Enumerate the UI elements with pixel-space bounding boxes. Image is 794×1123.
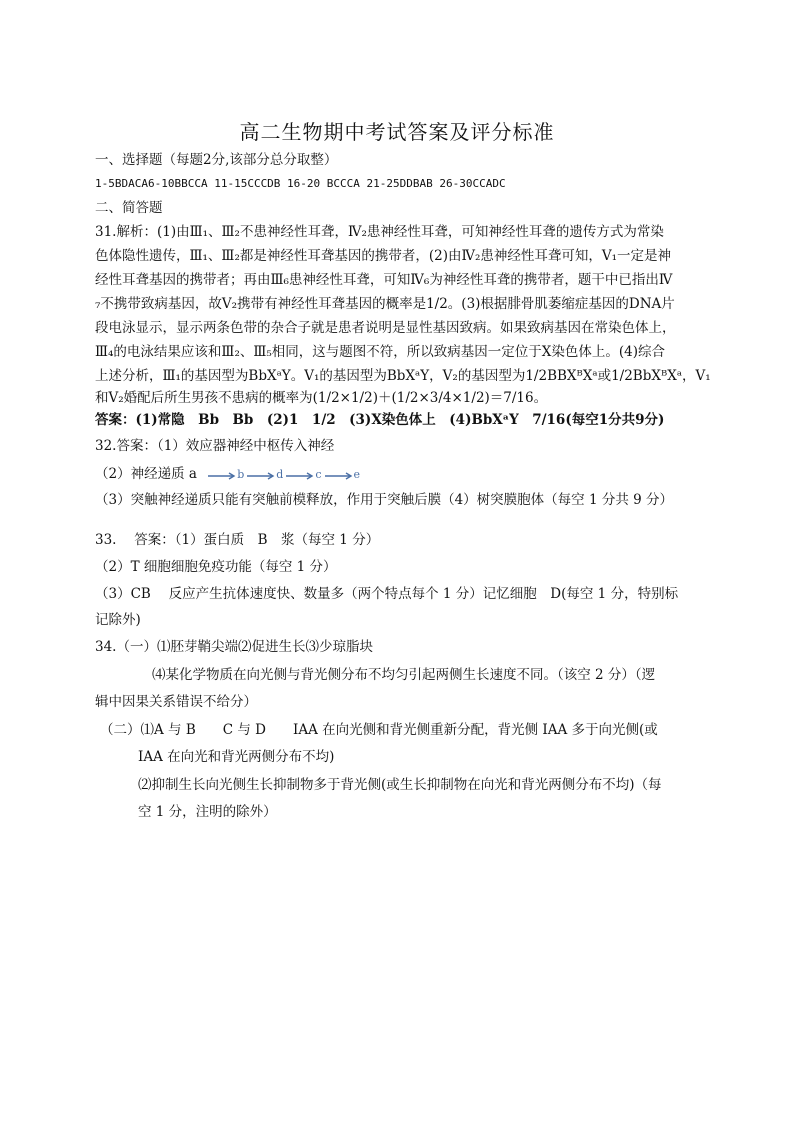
q31-answer: 答案：(1)常隐 Bb Bb (2)1 1/2 (3)X染色体上 (4)BbXᵃY 7/16(每空1分共9分) [95,412,665,428]
q31-line-3: 经性耳聋基因的携带者；再由Ⅲ₆患神经性耳聋，可知Ⅳ₆为神经性耳聋的携带者，题干中已指出Ⅳ [95,272,673,288]
arrow-segment [324,463,361,487]
arrow-label: e [353,467,361,481]
q31-line-2: 色体隐性遗传，Ⅲ₁、Ⅲ₂都是神经性耳聋基因的携带者，(2)由Ⅳ₂患神经性耳聋可知，Ⅴ₁一定是神 [95,248,672,264]
arrow-label: d [276,467,284,481]
page-title: 高二生物期中考试答案及评分标准 [239,120,555,144]
q34-line-3: 辑中因果关系错误不给分） [95,694,257,710]
q34-line-6: ⑵抑制生长向光侧生长抑制物多于背光侧(或生长抑制物在向光和背光两侧分布不均)（每 [138,777,662,793]
q34-line-2: ⑷某化学物质在向光侧与背光侧分布不均匀引起两侧生长速度不同。（该空 2 分）（逻 [152,667,656,683]
q31-line-8: 和Ⅴ₂婚配后所生男孩不患病的概率为(1/2×1/2)＋(1/2×3/4×1/2)＝7/16。 [95,390,548,406]
q34-line-7: 空 1 分，注明的除外） [138,804,277,820]
arrow-segment [207,463,244,487]
q31-line-6: Ⅲ₄的电泳结果应该和Ⅲ₂、Ⅲ₅相同，这与题图不符，所以致病基因一定位于X染色体上。(4)综合 [95,344,666,360]
arrow-segment [285,463,321,487]
q34-line-5: IAA 在向光和背光两侧分布不均) [138,749,335,765]
q32-line-3: （3）突触神经递质只能有突触前模释放，作用于突触后膜（4）树突膜胞体（每空 1 分共 9 分） [95,492,674,508]
q34-line-4: （二）⑴A 与 B C 与 D IAA 在向光侧和背光侧重新分配，背光侧 IAA 多于向光侧(或 [100,722,658,738]
q33-line-4: 记除外) [95,612,141,628]
arrow-segment [246,463,283,487]
section2-heading: 二、简答题 [95,200,163,216]
q31-line-7: 上述分析，Ⅲ₁的基因型为BbXᵃY。Ⅴ₁的基因型为BbXᵃY，Ⅴ₂的基因型为1/2BBXᴮXᵃ或1/2BbXᴮXᵃ，Ⅴ₁ [95,368,711,384]
q31-line-1: 31.解析：(1)由Ⅲ₁、Ⅲ₂不患神经性耳聋，Ⅳ₂患神经性耳聋，可知神经性耳聋的遗传方式为常染 [95,224,664,240]
q32-line-2-prefix: （2）神经递质 a [95,466,197,482]
right-arrow-icon [324,470,354,480]
right-arrow-icon [246,470,276,480]
q33-line-1: 33. 答案：（1）蛋白质 B 浆（每空 1 分） [95,532,380,548]
q34-line-1: 34.（一）⑴胚芽鞘尖端⑵促进生长⑶少琼脂块 [95,639,373,655]
arrow-label: c [315,467,322,481]
q32-line-2 [95,462,715,487]
section1-heading: 一、选择题（每题2分,该部分总分取整） [95,152,338,168]
right-arrow-icon [285,470,315,480]
right-arrow-icon [207,470,237,480]
choice-answers: 1-5BDACA6-10BBCCA 11-15CCCDB 16-20 BCCCA 21-25DDBAB 26-30CCADC [95,177,506,190]
q33-line-3: （3）CB 反应产生抗体速度快、数量多（两个特点每个 1 分）记忆细胞 D(每空 1 分，特别标 [95,586,679,602]
arrow-label: b [237,467,245,481]
q31-line-5: 段电泳显示，显示两条色带的杂合子就是患者说明是显性基因致病。如果致病基因在常染色体上， [95,320,676,336]
q31-line-4: ₇不携带致病基因，故Ⅴ₂携带有神经性耳聋基因的概率是1/2。(3)根据腓骨肌萎缩症基因的DNA片 [95,296,675,312]
q33-line-2: （2）T 细胞细胞免疫功能（每空 1 分） [95,559,337,575]
q32-line-1: 32.答案：（1）效应器神经中枢传入神经 [95,438,335,454]
reflex-arrow-sequence [207,463,360,487]
